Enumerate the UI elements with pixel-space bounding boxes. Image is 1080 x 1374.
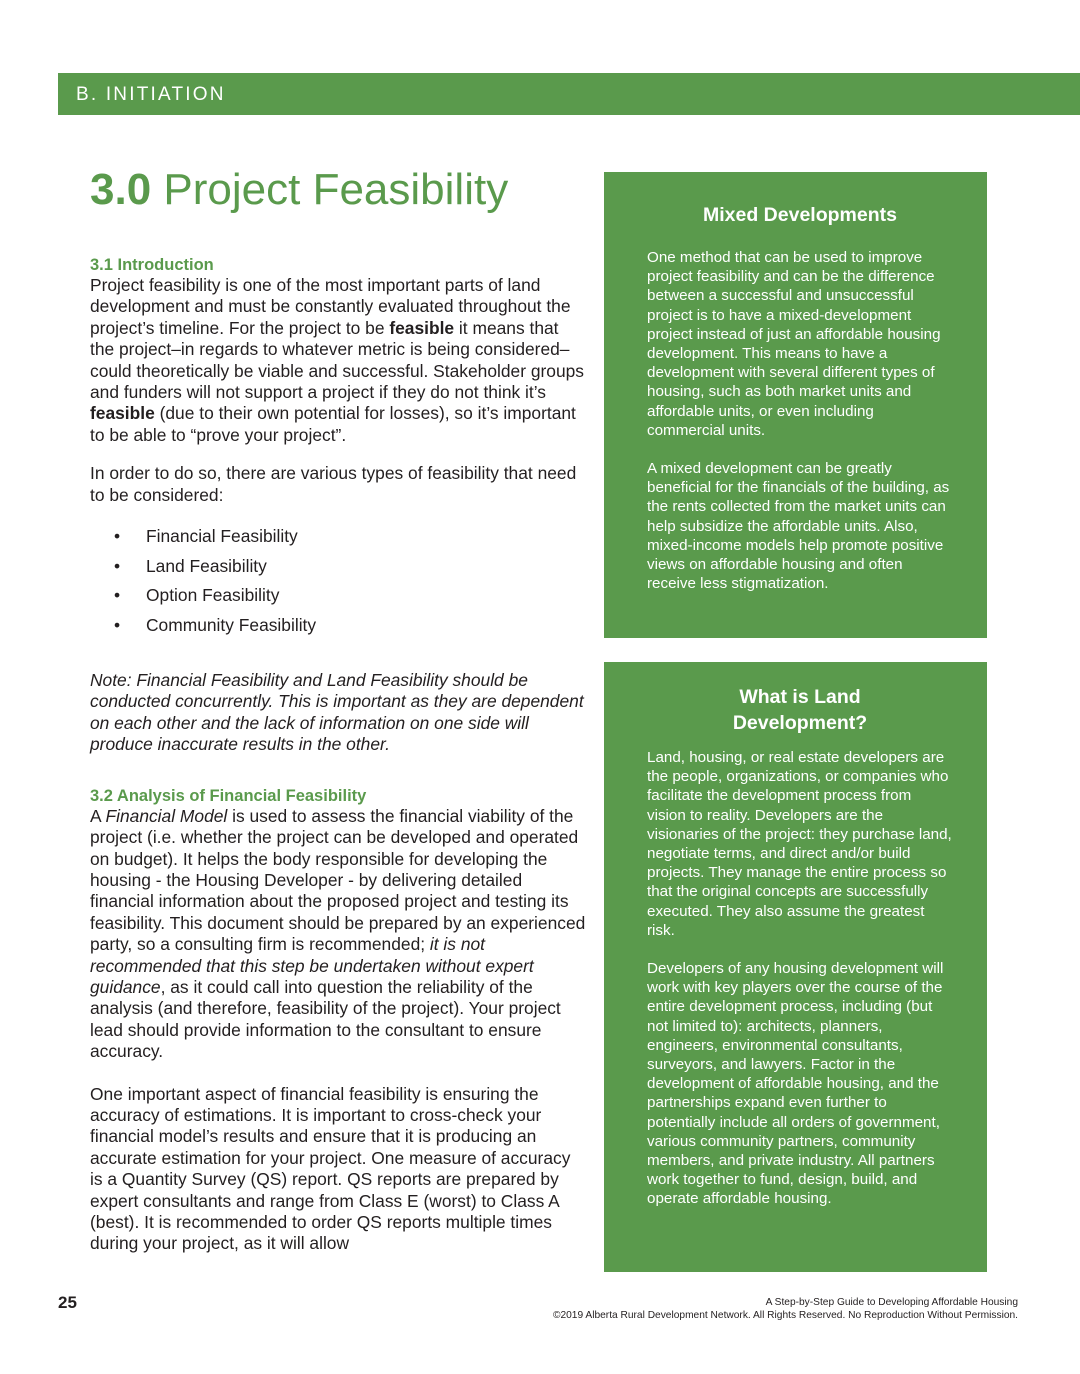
footer-guide-title: A Step-by-Step Guide to Developing Affordable Housing (765, 1297, 1018, 1308)
main-column (90, 256, 586, 1255)
intro-p1-bold-feasible-1: feasible (389, 317, 455, 338)
financial-model-italic: Financial Model (105, 805, 228, 826)
financial-p1-text-b: is used to assess the financial viability of the project (i.e. whether the project can be developed and operated on budget). It helps the body responsible for developing the housing - the Housing Developer - by delivering detailed financial information about the proposed project and testing its feasibility. This document should be prepared by an experienced party, so a consulting firm is recommended; (90, 805, 586, 955)
intro-paragraph-1 (90, 275, 586, 446)
intro-p1-text-c: (due to their own potential for losses), so it’s important to be able to “prove your project”. (90, 403, 576, 445)
note-paragraph: Note: Financial Feasibility and Land Feasibility should be conducted concurrently. This is important as they are dependent on each other and the lack of information on one side will produce inaccurate results in the other. (90, 670, 584, 755)
expert-guidance-italic: it is not recommended that this step be undertaken without expert guidance (90, 934, 534, 997)
bullet-glyph: • (114, 585, 121, 606)
sidebar-mixed-paragraph-2: A mixed development can be greatly beneficial for the financials of the building, as the rents collected from the market units can help subsidize the affordable units. Also, mixed-income models help promote positive views on affordable housing and often receive less stigmatization. (647, 460, 950, 593)
sidebar-mixed-body (647, 248, 953, 593)
sidebar-land-paragraph-1: Land, housing, or real estate developers are the people, organizations, or companies who facilitate the development process from vision to reality. Developers are the visionaries of the project: they purchase land, negotiate terms, and direct and/or build projects. They manage the entire process so that the original concepts are successfully executed. They also assume the greatest risk. (647, 749, 952, 939)
sidebar-mixed-developments (604, 172, 987, 638)
list-item (90, 585, 586, 615)
sidebar-land-paragraph-2: Developers of any housing development will work with key players over the course of the entire development process, including (but not limited to): architects, planners, engineers, environmental consultants, surveyors, and lawyers. Factor in the development of affordable housing, and the partnerships expand even further to potentially include all orders of government, various community partners, community members, and private industry. All partners work together to fund, design, build, and operate affordable housing. (647, 960, 944, 1208)
sidebar-land-development (604, 662, 987, 1272)
bullet-glyph: • (114, 526, 121, 547)
sidebar-land-body (647, 748, 953, 1209)
financial-paragraph-2: One important aspect of financial feasibility is ensuring the accuracy of estimations. It is important to cross-check your financial model’s results and ensure that it is producing an accurate estimation for your project. One measure of accuracy is a Quantity Survey (QS) report. QS reports are prepared by expert consultants and range from Class E (worst) to Class A (best). It is recommended to order QS reports multiple times during your project, as it will allow (90, 1083, 571, 1254)
financial-heading: 3.2 Analysis of Financial Feasibility (90, 786, 367, 805)
section-label: B. INITIATION (76, 84, 226, 105)
list-item-label: Community Feasibility (146, 614, 317, 635)
footer-copyright: ©2019 Alberta Rural Development Network. All Rights Reserved. No Reproduction Without Permission. (552, 1310, 1018, 1321)
list-item (90, 615, 586, 645)
sidebar-land-title: What is Land Development? (732, 686, 868, 734)
sidebar-mixed-paragraph-1: One method that can be used to improve project feasibility and can be the difference between a successful and unsuccessful project is to have a mixed-development project instead of just an affordable housing development. This means to have a development with several different types of housing, such as both market units and affordable units, or even including commercial units. (647, 249, 941, 439)
feasibility-types-list (90, 526, 586, 644)
list-item (90, 556, 586, 586)
footer (553, 1296, 1018, 1322)
list-item-label: Financial Feasibility (146, 526, 298, 547)
intro-heading: 3.1 Introduction (90, 256, 214, 274)
page-title (90, 164, 508, 216)
bullet-glyph: • (114, 555, 121, 576)
financial-paragraph-1 (90, 806, 586, 1063)
list-item (90, 526, 586, 556)
financial-p1-text-c: , as it could call into question the reliability of the analysis (and therefore, feasibility of the project). Your project lead should provide information to the consultant to ensure accuracy. (90, 976, 561, 1062)
intro-p1-text-a: Project feasibility is one of the most important parts of land development and must be constantly evaluated throughout the project’s timeline. For the project to be (90, 275, 571, 338)
intro-p1-bold-feasible-2: feasible (90, 403, 155, 424)
title-number: 3.0 (90, 165, 152, 214)
list-item-label: Land Feasibility (146, 555, 267, 576)
bullet-glyph: • (114, 614, 121, 635)
section-header-bar (58, 73, 1080, 115)
intro-p1-text-b: it means that the project–in regards to whatever metric is being considered–could theoretically be viable and successful. Stakeholder groups and funders will not support a project if they do not think it’s (90, 317, 584, 403)
title-text: Project Feasibility (163, 165, 509, 214)
intro-paragraph-2: In order to do so, there are various types of feasibility that need to be considered: (90, 463, 577, 505)
financial-p1-text-a: A (90, 805, 106, 826)
list-item-label: Option Feasibility (146, 585, 280, 606)
page-number: 25 (58, 1293, 77, 1312)
sidebar-mixed-title: Mixed Developments (703, 204, 897, 226)
